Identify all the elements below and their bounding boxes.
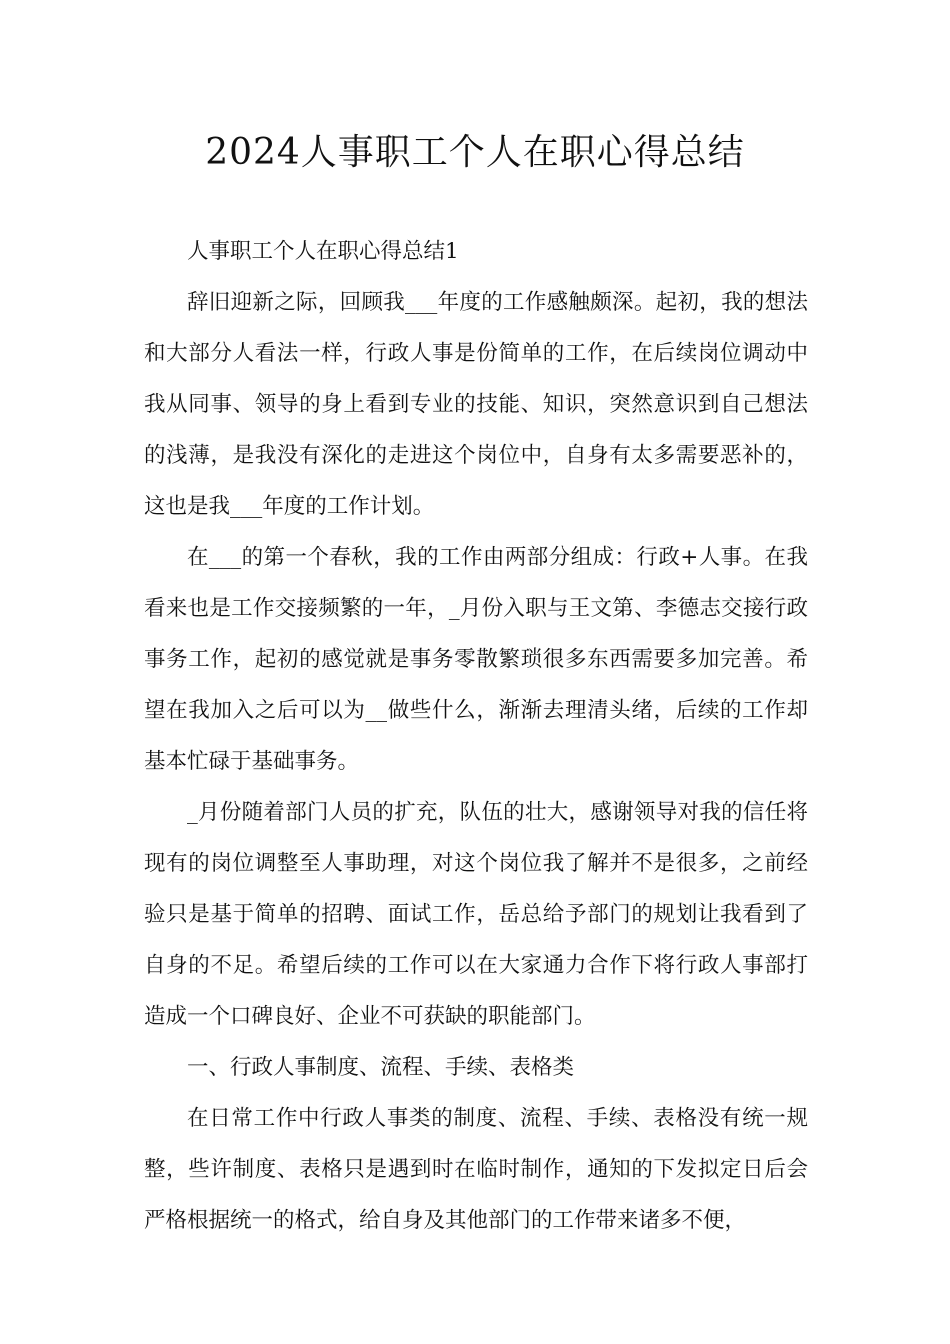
paragraph: 在日常工作中行政人事类的制度、流程、手续、表格没有统一规整，些许制度、表格只是遇到时在临时制作，通知的下发拟定日后会严格根据统一的格式，给自身及其他部门的工作带来诸多不便， xyxy=(144,1106,808,1233)
paragraph: 在___的第一个春秋，我的工作由两部分组成：行政+人事。在我看来也是工作交接频繁的一年，_月份入职与王文第、李德志交接行政事务工作，起初的感觉就是事务零散繁琐很多东西需要多加完善。希望在我加入之后可以为__做些什么，渐渐去理清头绪，后续的工作却基本忙碌于基础事务。 xyxy=(144,545,808,774)
paragraph: _月份随着部门人员的扩充，队伍的壮大，感谢领导对我的信任将现有的岗位调整至人事助理，对这个岗位我了解并不是很多，之前经验只是基于简单的招聘、面试工作，岳总给予部门的规划让我看到了自身的不足。希望后续的工作可以在大家通力合作下将行政人事部打造成一个口碑良好、企业不可获缺的职能部门。 xyxy=(144,800,808,1029)
subsection-heading: 一、行政人事制度、流程、手续、表格类 xyxy=(187,1055,575,1080)
section-heading: 人事职工个人在职心得总结1 xyxy=(187,239,459,264)
document-title: 2024人事职工个人在职心得总结 xyxy=(205,132,745,173)
paragraph: 辞旧迎新之际，回顾我___年度的工作感触颇深。起初，我的想法和大部分人看法一样，行政人事是份简单的工作，在后续岗位调动中我从同事、领导的身上看到专业的技能、知识，突然意识到自己想法的浅薄，是我没有深化的走进这个岗位中，自身有太多需要恶补的，这也是我___年度的工作计划。 xyxy=(144,290,808,519)
document-body xyxy=(144,226,808,1246)
